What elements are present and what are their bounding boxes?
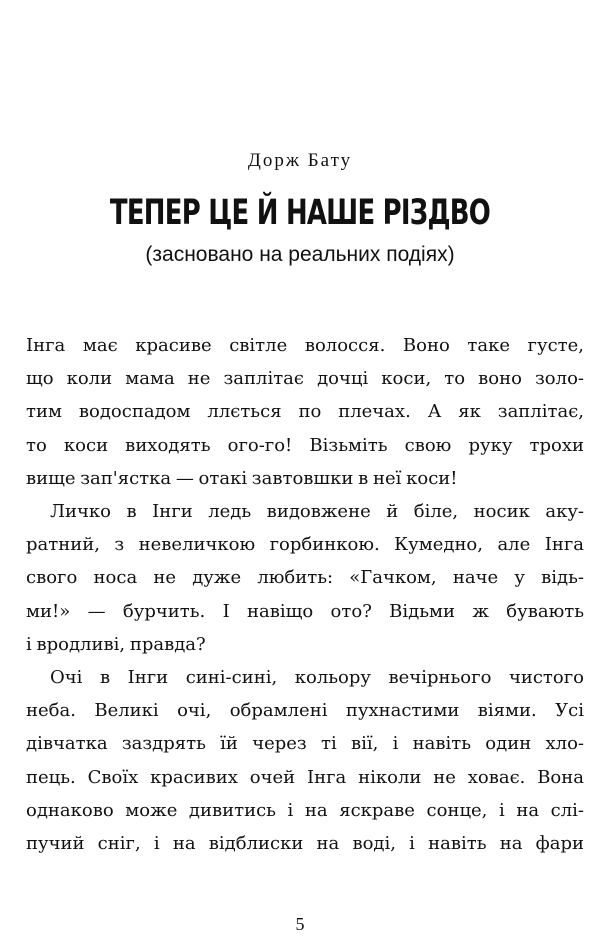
text-line: Очі в Інги сині-сині, кольору вечірнього чистого (50, 667, 584, 689)
story-title: ТЕПЕР ЦЕ Й НАШЕ РІЗДВО (109, 193, 491, 233)
text-line: свого носа не дуже любить: «Гачком, наче у відь- (26, 567, 584, 589)
paragraph-1 (26, 329, 584, 495)
paragraph-3 (26, 661, 584, 860)
text-line: однаково може дивитись і на яскраве сонце, і на слі- (26, 799, 584, 821)
text-line: дівчатка заздрять їй через ті вії, і навіть один хло- (26, 733, 584, 755)
text-line: що коли мама не заплітає дочці коси, то воно золо- (26, 368, 584, 390)
text-line: ратний, з невеличкою горбинкою. Кумедно, але Інга (26, 534, 584, 556)
text-line: ми!» — бурчить. І навіщо ото? Відьми ж бувають (26, 600, 584, 622)
paragraph-2 (26, 495, 584, 661)
text-line: Личко в Інги ледь видовжене й біле, носик аку- (50, 501, 584, 523)
text-line: тим водоспадом ллється по плечах. А як заплітає, (26, 401, 584, 423)
text-line: пучий сніг, і на відблиски на воді, і навіть на фари (26, 833, 584, 855)
text-line: пець. Своїх красивих очей Інга ніколи не ховає. Вона (26, 766, 584, 788)
page-number: 5 (295, 914, 305, 934)
text-line: Інга має красиве світле волосся. Воно таке густе, (26, 335, 584, 356)
text-line: неба. Великі очі, обрамлені пухнастими віями. Усі (26, 700, 584, 722)
text-line: і вродливі, правда? (26, 633, 206, 655)
text-line: вище зап'ястка — отакі завтовшки в неї коси! (26, 467, 458, 489)
story-body (26, 329, 584, 860)
text-line: то коси виходять ого-го! Візьміть свою руку трохи (26, 434, 584, 456)
story-subtitle: (засновано на реальних подіях) (145, 243, 455, 266)
author-name: Дорж Бату (247, 150, 353, 171)
